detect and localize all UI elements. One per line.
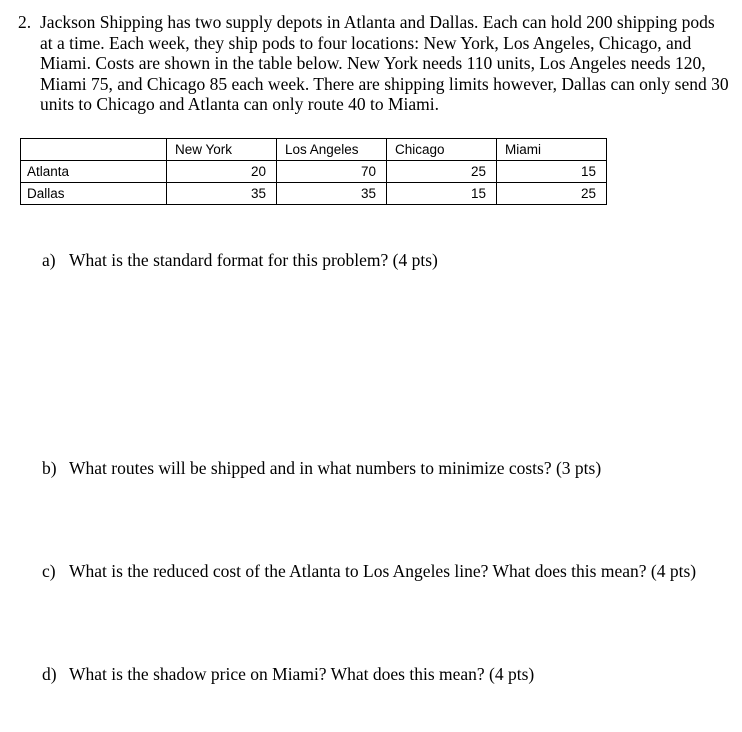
question-b [42, 458, 601, 478]
cell-atlanta-miami: 15 [497, 161, 607, 183]
cost-table [20, 138, 607, 205]
table-row [21, 183, 607, 205]
problem-text: Jackson Shipping has two supply depots in Atlanta and Dallas. Each can hold 200 shipping pods at a time. Each week, they ship pods to four locations: New York, Los Angeles, Chicago, and Miami. Costs are shown in the table below. New York needs 110 units, Los Angeles needs 120, Miami 75, and Chicago 85 each week. There are shipping limits however, Dallas can only send 30 units to Chicago and Atlanta can only route 40 to Miami. [40, 12, 729, 114]
problem-number: 2. [18, 12, 32, 32]
header-cell-chicago: Chicago [387, 139, 497, 161]
cell-atlanta-los-angeles: 70 [277, 161, 387, 183]
question-d [42, 664, 534, 684]
header-cell-miami: Miami [497, 139, 607, 161]
question-b-letter: b) [42, 458, 57, 478]
cell-dallas-miami: 25 [497, 183, 607, 205]
question-c-letter: c) [42, 561, 56, 581]
question-a-letter: a) [42, 250, 56, 270]
question-d-letter: d) [42, 664, 57, 684]
question-c-text: What is the reduced cost of the Atlanta to Los Angeles line? What does this mean? (4 pts) [69, 561, 697, 581]
row-label-atlanta: Atlanta [21, 161, 167, 183]
row-label-dallas: Dallas [21, 183, 167, 205]
cell-dallas-los-angeles: 35 [277, 183, 387, 205]
header-cell-new-york: New York [167, 139, 277, 161]
question-b-text: What routes will be shipped and in what numbers to minimize costs? (3 pts) [69, 458, 602, 478]
question-d-text: What is the shadow price on Miami? What does this mean? (4 pts) [69, 664, 535, 684]
cell-dallas-chicago: 15 [387, 183, 497, 205]
header-cell-los-angeles: Los Angeles [277, 139, 387, 161]
question-c [42, 561, 696, 581]
cell-dallas-new-york: 35 [167, 183, 277, 205]
question-a [42, 250, 438, 270]
cell-atlanta-chicago: 25 [387, 161, 497, 183]
problem-statement [18, 12, 730, 115]
question-a-text: What is the standard format for this problem? (4 pts) [69, 250, 438, 270]
header-cell-empty [21, 139, 167, 161]
table-row [21, 161, 607, 183]
table-header-row [21, 139, 607, 161]
cell-atlanta-new-york: 20 [167, 161, 277, 183]
